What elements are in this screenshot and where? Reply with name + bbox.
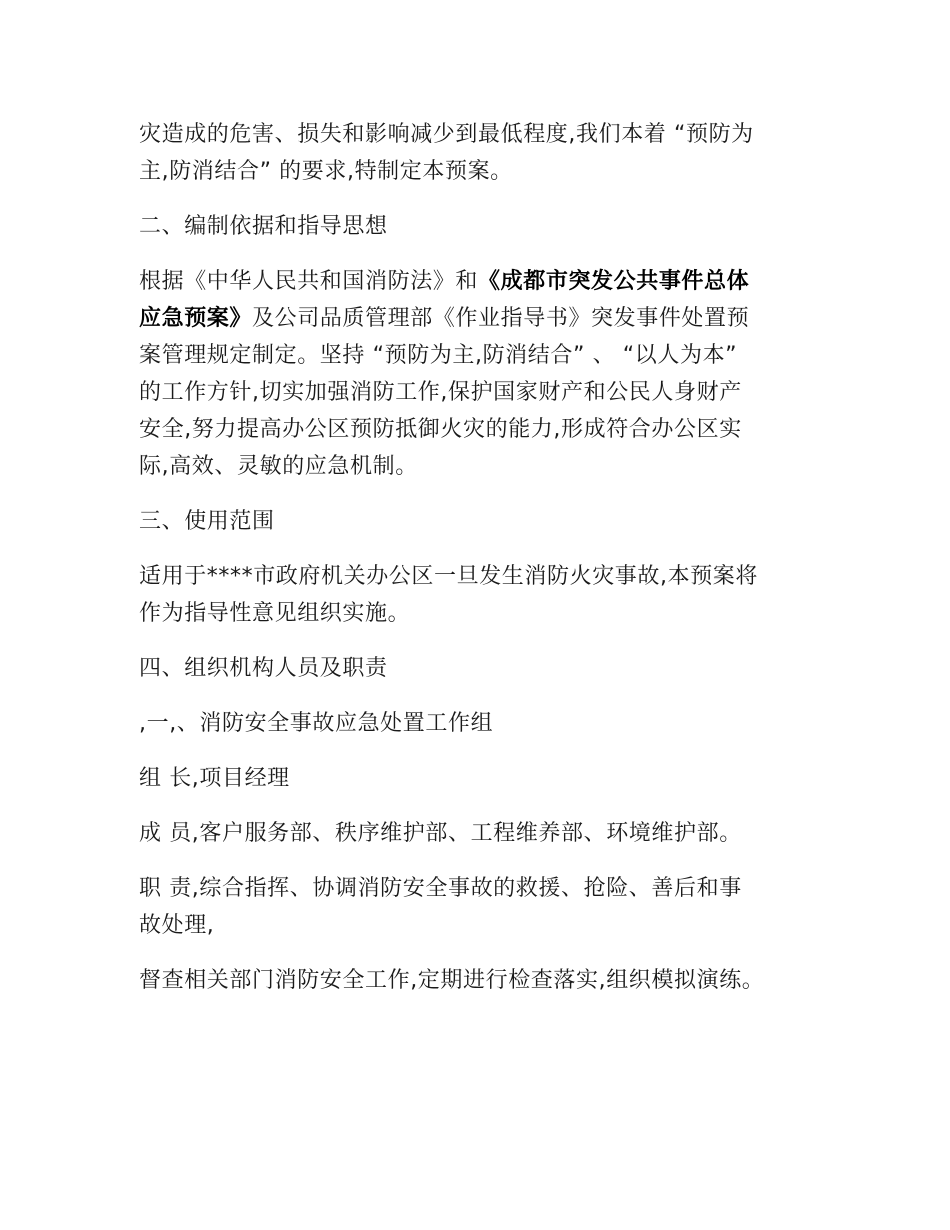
paragraph-duty	[139, 870, 819, 944]
heading-text: 四、组织机构人员及职责	[139, 656, 388, 681]
text-line: 督查相关部门消防安全工作,定期进行检查落实,组织模拟演练。	[139, 968, 765, 993]
paragraph-members	[139, 815, 819, 852]
paragraph-intro	[139, 116, 819, 190]
text-line	[139, 300, 819, 337]
paragraph-basis	[139, 263, 819, 485]
text-line: 的工作方针,切实加强消防工作,保护国家财产和公民人身财产	[139, 380, 742, 405]
heading-text: ,一,、消防安全事故应急处置工作组	[139, 711, 494, 736]
section-heading-scope	[139, 503, 819, 540]
subsection-heading-workgroup	[139, 705, 819, 742]
text-segment: 及公司品质管理部《作业指导书》突发事件处置预	[252, 306, 750, 331]
text-line: 灾造成的危害、损失和影响减少到最低程度,我们本着 “预防为	[139, 122, 754, 147]
text-line: 组 长,项目经理	[139, 766, 290, 791]
bold-text-segment: 应急预案》	[139, 306, 253, 331]
text-line: 适用于****市政府机关办公区一旦发生消防火灾事故,本预案将	[139, 564, 758, 589]
text-line: 职 责,综合指挥、协调消防安全事故的救援、抢险、善后和事	[139, 876, 742, 901]
text-line: 案管理规定制定。坚持 “预防为主,防消结合” 、 “以人为本”	[139, 343, 738, 368]
text-line: 际,高效、灵敏的应急机制。	[139, 454, 418, 479]
section-heading-organization	[139, 650, 819, 687]
paragraph-leader	[139, 760, 819, 797]
text-segment: 根据《中华人民共和国消防法》和	[139, 269, 479, 294]
text-line: 成 员,客户服务部、秩序维护部、工程维养部、环境维护部。	[139, 821, 742, 846]
text-line: 故处理,	[139, 913, 215, 938]
text-line: 主,防消结合” 的要求,特制定本预案。	[139, 159, 513, 184]
text-line: 作为指导性意见组织实施。	[139, 601, 411, 626]
text-line	[139, 263, 819, 300]
heading-text: 二、编制依据和指导思想	[139, 214, 388, 239]
paragraph-scope	[139, 558, 819, 632]
section-heading-basis	[139, 208, 819, 245]
paragraph-supervise	[139, 962, 819, 999]
text-line: 安全,努力提高办公区预防抵御火灾的能力,形成符合办公区实	[139, 417, 742, 442]
document-body	[139, 116, 819, 1017]
heading-text: 三、使用范围	[139, 509, 275, 534]
bold-text-segment: 《成都市突发公共事件总体	[478, 269, 750, 294]
